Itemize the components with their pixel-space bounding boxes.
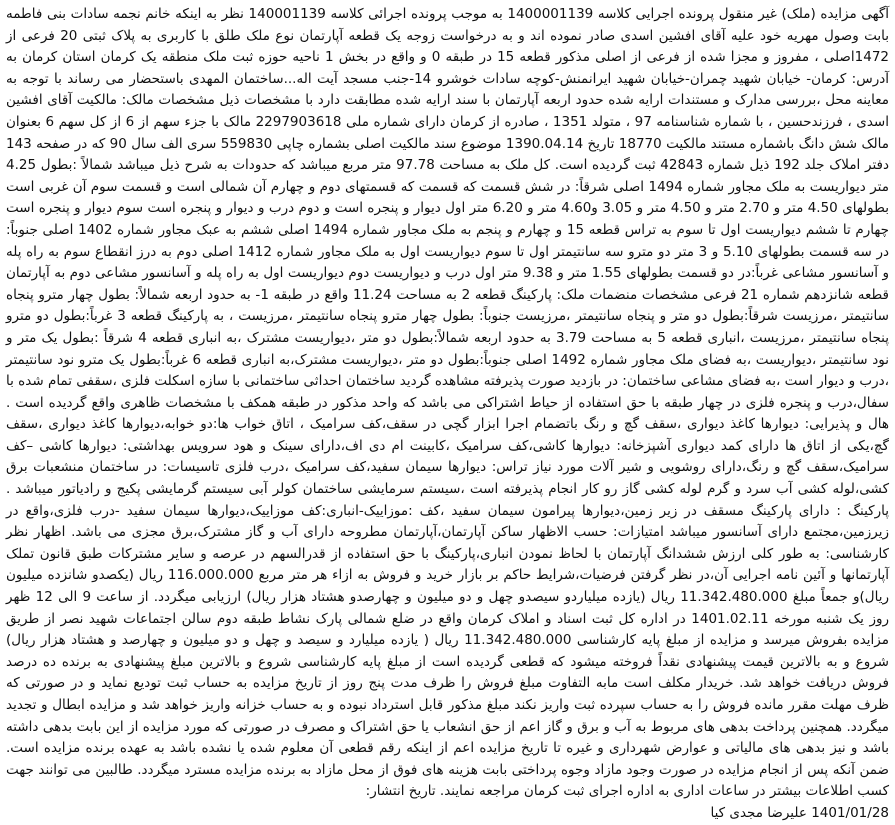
notice-date-signature: 1401/01/28 علیرضا مجدی کیا <box>710 804 889 821</box>
notice-body-text: آگهی مزایده (ملک) غیر منقول پرونده اجرایی کلاسه 1400001139 به موجب پرونده اجرائی کلاسه 140001139 نظر به اینکه خانم نجمه سادات بنی فاطمه بابت وصول مهریه خود علیه آقای افشین اسدی صادر نموده اند و به درخواست زوجه یک قطعه آپارتمان نوع ملک طلق با کاربری به پلاک ثبتی 20 فرعی از 1472اصلی ، مفروز و مجزا شده از فرعی از اصلی مذکور قطعه 15 در طبقه 0 و واقع در بخش 1 ناحیه حوزه ثبت ملک منطقه یک کرمان استان کرمان به آدرس: کرمان- خیابان شهید چمران-خیابان شهید ایرانمنش-کوچه سادات خوشرو 14-جنب مسجد آیت اله...ساختمان المهدی باستحضار می رساند با توجه به معاینه محل ،بررسی مدارک و مستندات ارایه شده حدود اربعه آپارتمان با سند ارایه شده مطابقت دارد با مشخصات ذیل مشخصات مالک: مالکیت آقای افشین اسدی ، فرزندحسین ، با شماره شناسنامه 97 ، متولد 1351 ، صادره از کرمان دارای شماره ملی 2297903618 مالک با جزء سهم از 6 از کل سهم 6 بعنوان مالک شش دانگ باشماره مستند مالکیت 18770 تاریخ 1390.04.14 موضوع سند مالکیت اصلی بشماره چاپی 559830 سری الف سال 90 که در صفحه 143 دفتر املاک جلد 192 ذیل شماره 42843 ثبت گردیده است. کل ملک به مساحت 97.78 متر مربع میباشد که حدودات به شرح ذیل میباشد شمالاً :بطول 4.25 متر دیواریست به ملک مجاور شماره 1494 اصلی شرقاً: در شش قسمت که قسمت که قسمتهای دوم و چهارم آن شمالی است و قسمت سوم آن غربی است بطولهای 4.50 متر و 2.70 متر و 4.50 متر و 3.05 و4.60 متر و 6.20 متر اول دیوار و پنجره است و دوم درب و دیوار و پنجره است سوم دیوار و پنجره است چهارم تا ششم دیواریست اول تا سوم به تراس قطعه 15 و چهارم و پنجم به ملک مجاور شماره 1494 اصلی ششم به عبک مجاور شماره 1402 اصلی جنوباً: در سه قسمت بطولهای 5.10 و 3 متر دو مترو سه سانتیمتر اول تا سوم دیواریست اول به ملک مجاور شماره 1412 اصلی دوم به درز انقطاع سوم به راه پله و آسانسور مشاعی غرباً:در دو قسمت بطولهای 1.55 متر و 9.38 متر اول درب و دیواریست دوم دیواریست اول به راه پله و آسانسور مشاعی دوم به آپارتمان قطعه شانزدهم شماره 21 فرعی مشخصات منضمات ملک: پارکینگ قطعه 2 به مساحت 11.24 واقع در طبقه 1- به حدود اربعه شمالاً: بطول چهار مترو پنجاه سانتیمتر ،مرزیست شرقاً:بطول دو متر و پنجاه سانتیمتر ،مرزیست جنوباً: بطول چهار مترو پنجاه سانتیمتر ،مرزیست ، به پارکینگ قطعه 3 غرباً:بطول دو مترو پنجاه سانتیمتر ،مرزیست ،انباری قطعه 5 به مساحت 3.79 به حدود اربعه شمالاً:بطول دو متر ،دیواریست مشترک ،به انباری قطعه 4 شرقاً :بطول یک متر و نود سانتیمتر ،دیواریست ،به فضای ملک مجاور شماره 1492 اصلی جنوباً:بطول دو متر ،دیواریست مشترک،به انباری قطعه 6 غرباً:بطول یک مترو نود سانتیمتر ،درب و دیوار است ،به فضای مشاعی ساختمان: در بازدید صورت پذیرفته مشاهده گردید ساختمان احداثی ساختمانی با سازه اسکلت فلزی ،سقفی تمام شده با سفال،درب و پنجره فلزی در چهار طبقه با حق استفاده از حیاط اشتراکی می باشد که واحد مذکور در طبقه همکف با مشخصات ظاهری واقع گردیده است . هال و پذیرایی: دیوارها کاغذ دیواری ،سقف گچ و رنگ باتضمام اجرا ابزار گچی در سقف،کف سرامیک ، اتاق خواب ها:دو خوابه،دیوارها کاغذ دیواری ،سقف گچ،یکی از اتاق ها دارای کمد دیواری آشپزخانه: دیوارها کاشی،کف سرامیک ،کابینت ام دی اف،دارای سینک و هود سرویس بهداشتی: دیوارها کاشی –کف سرامیک،سقف گچ و رنگ،دارای روشویی و شیر آلات مورد نیاز تراس: دیوارها سیمان سفید،کف سرامیک ،درب فلزی تاسیسات: در ساختمان منشعبات برق کشی،لوله کشی آب سرد و گرم لوله کشی گاز رو کار انجام پذیرفته است ،سیستم سرمایشی ساختمان کولر آبی سیستم گرمایشی پکیج و رادیاتور میباشد . پارکینگ : دارای پارکینگ مسقف در زیر زمین،دیوارها پیرامون سیمان سفید ،کف :موزاییک-انباری:کف موزاییک،دیوارها سیمان سفید -درب فلزی،واقع در زیرزمین،مجتمع دارای آسانسور میباشد امتیازات: حسب الاظهار ساکن آپارتمان،آپارتمان مطروحه دارای آب و گاز مشترک،برق مجزی می باشد. اظهار نظر کارشناسی: به طور کلی ارزش ششدانگ آپارتمان با لحاظ نمودن انباری،پارکینگ با حق استفاده از قدرالسهم در عرصه و سایر مشترکات طبق قانون تملک آپارتمانها و آئین نامه اجرایی آن،در نظر گرفتن فرضیات،شرایط حاکم بر بازار خرید و فروش به ازاء هر متر مربع 116.000.000 ریال (یکصدو شانزده میلیون ریال)و جمعاً مبلغ 11.342.480.000 ریال (یازده میلیاردو سیصدو چهل و دو میلیون و چهارصدو هشتاد هزار ریال) ارزیابی میگردد. از ساعت 9 الی 12 ظهر روز یک شنبه مورخه 1401.02.11 در اداره کل ثبت اسناد و املاک کرمان واقع در ضلع شمالی پارک نشاط طبقه دوم سالن اجتماعات شهید نصر از طریق مزایده بفروش میرسد و مزایده از مبلغ پایه کارشناسی 11.342.480.000 ریال ( یازده میلیارد و سیصد و چهل و دو میلیون و چهارصد و هشتاد هزار ریال) شروع و به بالاترین قیمت پیشنهادی نقداً فروخته میشود که قطعی گردیده است از مبلغ پایه کارشناسی شروع و بالاترین مبلغ پیشنهادی به برنده ده درصد فروش دریافت خواهد شد. خریدار مکلف است مابه التفاوت مبلغ فروش را ظرف مدت پنج روز از تاریخ مزایده به حساب ثبت تودیع نماید و در صورتی که ظرف مهلت مقرر مانده فروش را به حساب سپرده ثبت واریز نکند مبلغ مذکور قابل استرداد نبوده و به حساب خزانه واریز خواهد شد و مزایده ابطال و تجدید میگردد. همچنین پرداخت بدهی های مربوط به آب و برق و گاز اعم از حق انشعاب یا حق اشتراک و مصرف در صورتی که مورد مزایده از این بابت بدهی داشته باشد و نیز بدهی های مالیاتی و عوارض شهرداری و غیره تا تاریخ مزایده اعم از اینکه رقم قطعی آن معلوم شده یا نشده باشد به عهده برنده مزایده است. ضمن آنکه پس از انجام مزایده در صورت وجود مازاد وجوه پرداختی بابت هزینه های فوق از محل مازاد به برنده مزایده مسترد میگردد. طالبین می توانند جهت کسب اطلاعات بیشتر در ساعات اداری به اداره اجرای ثبت کرمان مراجعه نمایند. تاریخ انتشار: <box>6 6 890 800</box>
